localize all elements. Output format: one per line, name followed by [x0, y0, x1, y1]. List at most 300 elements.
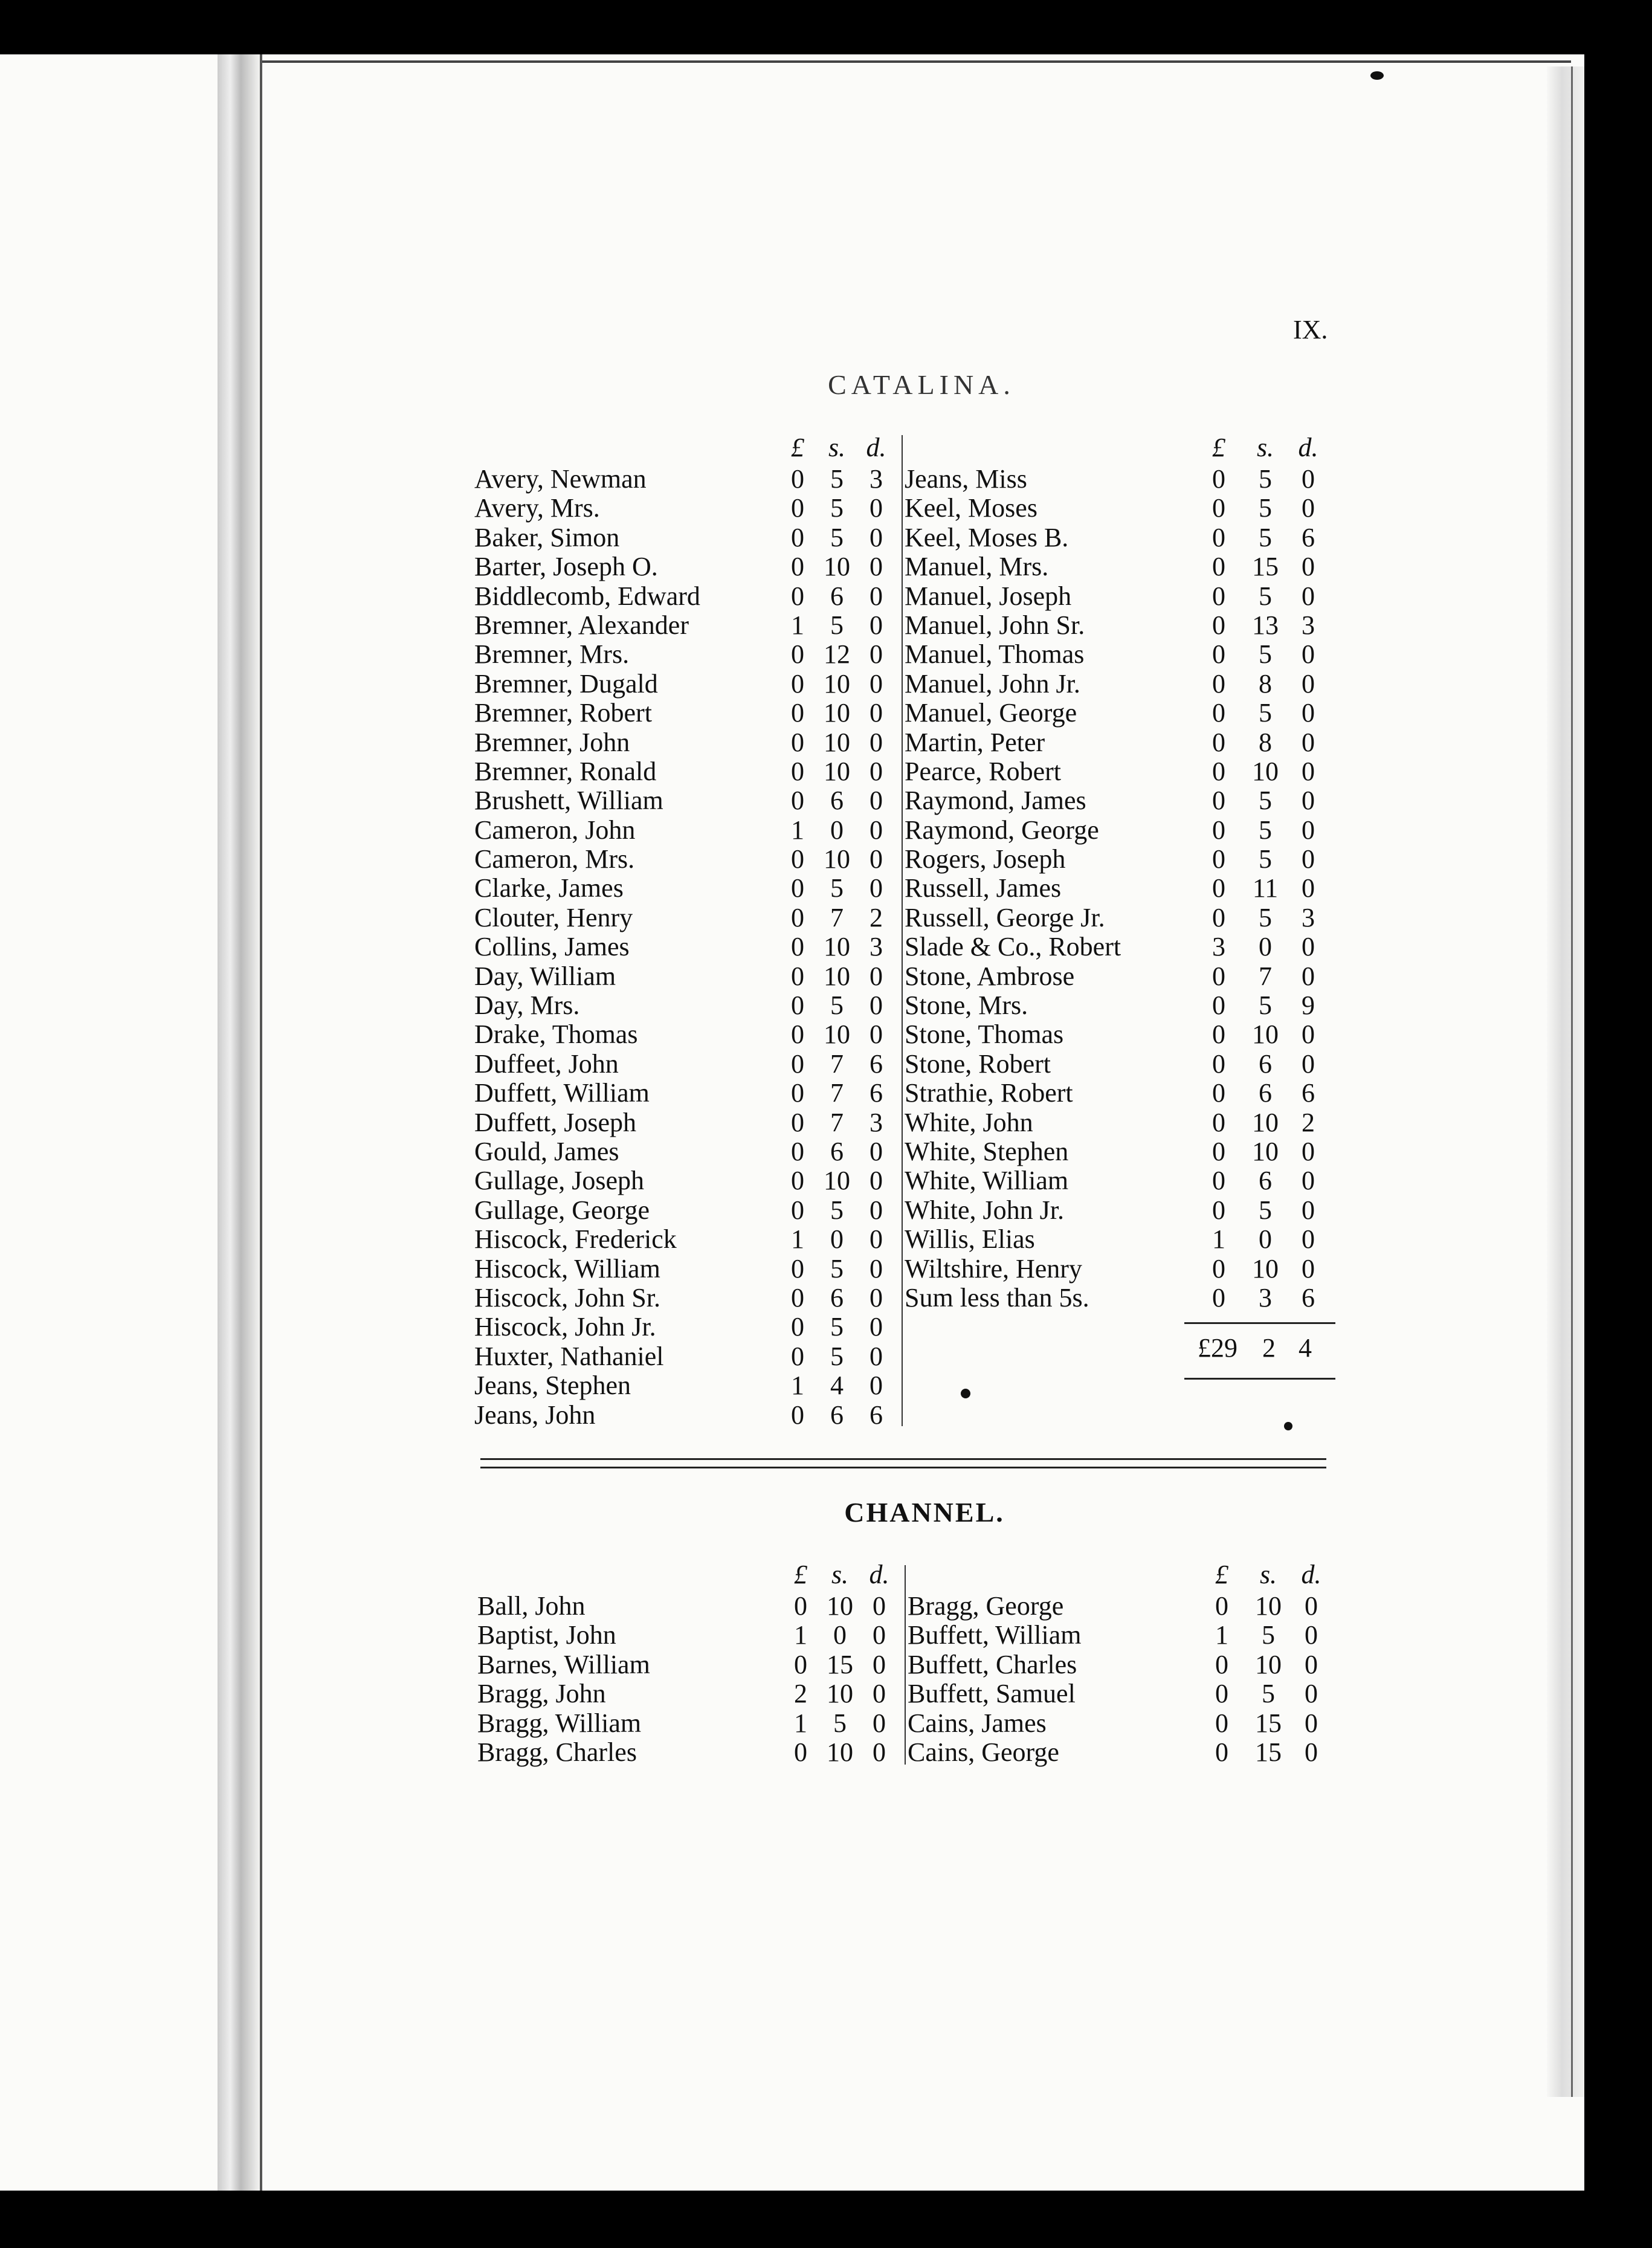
- subscriber-name: Baker, Simon: [474, 522, 620, 552]
- subscriber-name: Stone, Mrs.: [905, 990, 1028, 1021]
- table-row: [905, 581, 1340, 610]
- subscriber-name: Baptist, John: [477, 1620, 616, 1650]
- subscriber-name: White, Stephen: [905, 1136, 1069, 1166]
- amount-pounds: 0: [1212, 990, 1225, 1021]
- table-row: [905, 463, 1340, 493]
- amount-shillings: 10: [824, 844, 850, 874]
- amount-pence: 0: [870, 1224, 883, 1255]
- table-row: [474, 493, 903, 522]
- amount-pence: 0: [1302, 756, 1315, 786]
- table-row: [474, 1107, 903, 1136]
- amount-pounds: 0: [791, 1019, 804, 1050]
- amount-pence: 0: [1302, 1224, 1315, 1255]
- amount-pounds: 0: [791, 1166, 804, 1196]
- subscriber-name: Manuel, Thomas: [905, 639, 1085, 670]
- table-row: [474, 697, 903, 726]
- amount-shillings: 0: [830, 1224, 844, 1255]
- amount-pounds: 0: [791, 873, 804, 903]
- amount-pence: 0: [1302, 1136, 1315, 1166]
- amount-pounds: 0: [791, 522, 804, 552]
- subscriber-name: Collins, James: [474, 932, 630, 962]
- amount-pounds: 0: [791, 961, 804, 991]
- amount-shillings: 0: [1259, 1224, 1272, 1255]
- subscriber-name: Brushett, William: [474, 786, 663, 816]
- table-row: [474, 551, 903, 580]
- amount-pence: 6: [870, 1400, 883, 1430]
- amount-pounds: 0: [1212, 1107, 1225, 1137]
- subscriber-name: Bremner, John: [474, 727, 630, 757]
- catalina-left-column: [474, 432, 903, 1429]
- subscriber-name: Bragg, Charles: [477, 1737, 637, 1767]
- amount-pounds: 0: [791, 844, 804, 874]
- subscriber-name: Hiscock, William: [474, 1253, 660, 1284]
- amount-pounds: 0: [1212, 902, 1225, 932]
- subscriber-name: Manuel, George: [905, 698, 1077, 728]
- subscriber-name: Russell, James: [905, 873, 1062, 903]
- amount-pence: 0: [1302, 1048, 1315, 1079]
- amount-pence: 3: [870, 932, 883, 962]
- amount-shillings: 6: [830, 581, 844, 611]
- amount-pounds: 0: [791, 493, 804, 523]
- amount-shillings: 7: [1259, 961, 1272, 991]
- amount-pounds: 0: [1212, 873, 1225, 903]
- amount-pence: 0: [873, 1708, 886, 1738]
- subscriber-name: Bremner, Ronald: [474, 756, 657, 786]
- amount-pence: 0: [1305, 1591, 1318, 1621]
- amount-pounds: 0: [1212, 844, 1225, 874]
- amount-pounds: 0: [791, 756, 804, 786]
- table-row: [905, 522, 1340, 551]
- subscriber-name: Clarke, James: [474, 873, 624, 903]
- amount-shillings: 15: [827, 1649, 853, 1679]
- table-row: [474, 1341, 903, 1370]
- amount-pence: 0: [1302, 786, 1315, 816]
- table-row: [474, 610, 903, 639]
- table-row: [905, 902, 1340, 931]
- amount-pounds: 0: [791, 1078, 804, 1108]
- amount-shillings: 10: [827, 1679, 853, 1709]
- amount-pence: 3: [870, 464, 883, 494]
- amount-shillings: 10: [1252, 1019, 1279, 1050]
- table-row: [477, 1708, 906, 1737]
- table-row: [905, 1136, 1340, 1165]
- amount-pence: 0: [870, 756, 883, 786]
- table-row: [474, 727, 903, 756]
- subscriber-name: Duffeet, John: [474, 1048, 619, 1079]
- amount-pounds: 0: [1212, 464, 1225, 494]
- table-row: [474, 1370, 903, 1399]
- table-row: [905, 610, 1340, 639]
- table-row: [905, 493, 1340, 522]
- amount-shillings: 5: [1259, 815, 1272, 845]
- amount-shillings: 10: [824, 698, 850, 728]
- amount-pounds: 0: [791, 1253, 804, 1284]
- subscriber-name: Bremner, Mrs.: [474, 639, 630, 670]
- subscriber-name: Hiscock, Frederick: [474, 1224, 677, 1255]
- amount-shillings: 10: [824, 1166, 850, 1196]
- subscriber-name: Manuel, John Jr.: [905, 668, 1080, 699]
- table-row: [905, 844, 1340, 873]
- amount-shillings: 5: [830, 990, 844, 1021]
- amount-shillings: 5: [1262, 1679, 1275, 1709]
- channel-left-column: [477, 1559, 906, 1766]
- amount-pence: 0: [873, 1649, 886, 1679]
- amount-pounds: 1: [1215, 1620, 1228, 1650]
- table-row: [474, 1195, 903, 1224]
- section-title-catalina: CATALINA.: [828, 369, 1015, 400]
- amount-shillings: 5: [1259, 581, 1272, 611]
- table-row: [474, 522, 903, 551]
- subscriber-name: Gould, James: [474, 1136, 619, 1166]
- amount-shillings: 10: [1255, 1649, 1282, 1679]
- header-shillings: s.: [1259, 1560, 1277, 1589]
- table-row: [905, 785, 1340, 814]
- column-header: [474, 432, 903, 463]
- subscriber-name: Keel, Moses B.: [905, 522, 1069, 552]
- table-row: [905, 990, 1340, 1019]
- amount-pounds: 1: [791, 1224, 804, 1255]
- header-shillings: s.: [831, 1560, 849, 1589]
- subscriber-name: Hiscock, John Jr.: [474, 1312, 656, 1342]
- subscriber-name: Duffett, William: [474, 1078, 650, 1108]
- subscriber-name: Hiscock, John Sr.: [474, 1282, 660, 1313]
- amount-pounds: 0: [1212, 493, 1225, 523]
- subscriber-name: Avery, Newman: [474, 464, 647, 494]
- subscriber-name: Duffett, Joseph: [474, 1107, 637, 1137]
- amount-pence: 0: [870, 727, 883, 757]
- subscriber-name: Buffett, Samuel: [908, 1679, 1076, 1709]
- amount-pounds: 0: [791, 1048, 804, 1079]
- amount-shillings: 7: [830, 1107, 844, 1137]
- table-row: [905, 756, 1340, 785]
- amount-pence: 0: [1305, 1737, 1318, 1767]
- table-row: [905, 1224, 1340, 1253]
- amount-shillings: 5: [1259, 639, 1272, 670]
- table-row: [905, 1077, 1340, 1106]
- amount-shillings: 5: [1259, 902, 1272, 932]
- subscriber-name: Gullage, George: [474, 1195, 650, 1225]
- amount-shillings: 6: [830, 786, 844, 816]
- channel-right-column: [908, 1559, 1343, 1766]
- amount-pence: 0: [1302, 844, 1315, 874]
- subscriber-name: Biddlecomb, Edward: [474, 581, 700, 611]
- amount-pence: 0: [1302, 668, 1315, 699]
- amount-shillings: 6: [830, 1400, 844, 1430]
- amount-pence: 6: [870, 1048, 883, 1079]
- amount-shillings: 11: [1252, 873, 1279, 903]
- amount-shillings: 5: [830, 610, 844, 640]
- amount-shillings: 10: [824, 552, 850, 582]
- amount-pounds: 0: [791, 639, 804, 670]
- amount-shillings: 10: [1252, 1136, 1279, 1166]
- amount-shillings: 5: [1259, 786, 1272, 816]
- amount-shillings: 5: [1259, 522, 1272, 552]
- subscriber-name: Barter, Joseph O.: [474, 552, 658, 582]
- subscriber-name: White, John: [905, 1107, 1033, 1137]
- subscriber-name: Bragg, William: [477, 1708, 642, 1738]
- ink-spot: [961, 1389, 970, 1398]
- amount-pence: 0: [873, 1679, 886, 1709]
- table-row: [908, 1620, 1343, 1649]
- table-row: [908, 1737, 1343, 1766]
- amount-pounds: 0: [1212, 1253, 1225, 1284]
- subscriber-name: Manuel, Mrs.: [905, 552, 1049, 582]
- amount-pence: 0: [870, 1136, 883, 1166]
- amount-pounds: 0: [791, 990, 804, 1021]
- subscriber-name: Russell, George Jr.: [905, 902, 1105, 932]
- table-row: [474, 1048, 903, 1077]
- amount-pence: 0: [1302, 727, 1315, 757]
- amount-shillings: 7: [830, 1048, 844, 1079]
- amount-pounds: 0: [1212, 698, 1225, 728]
- amount-pounds: 0: [1212, 961, 1225, 991]
- amount-pounds: 0: [1212, 668, 1225, 699]
- amount-shillings: 5: [1259, 844, 1272, 874]
- table-row: [905, 873, 1340, 902]
- header-pence: d.: [869, 1560, 889, 1589]
- amount-shillings: 10: [1252, 1107, 1279, 1137]
- amount-pence: 0: [1302, 1195, 1315, 1225]
- amount-shillings: 0: [833, 1620, 847, 1650]
- subscriber-name: White, John Jr.: [905, 1195, 1064, 1225]
- amount-pence: 0: [870, 639, 883, 670]
- table-row: [474, 815, 903, 844]
- table-row: [474, 990, 903, 1019]
- amount-shillings: 10: [824, 756, 850, 786]
- subscriber-name: Drake, Thomas: [474, 1019, 638, 1050]
- subscriber-name: Cains, George: [908, 1737, 1059, 1767]
- page-top-edge: [260, 60, 1571, 63]
- subscriber-name: Willis, Elias: [905, 1224, 1035, 1255]
- subscriber-name: Rogers, Joseph: [905, 844, 1066, 874]
- amount-pence: 0: [870, 581, 883, 611]
- subscriber-name: Stone, Ambrose: [905, 961, 1075, 991]
- amount-pounds: 0: [794, 1591, 807, 1621]
- amount-pence: 0: [870, 1312, 883, 1342]
- ink-spot: [1370, 71, 1384, 80]
- amount-pence: 3: [870, 1107, 883, 1137]
- amount-pounds: 0: [1212, 522, 1225, 552]
- table-row: [474, 1224, 903, 1253]
- table-row: [474, 581, 903, 610]
- table-row: [905, 1019, 1340, 1048]
- amount-shillings: 10: [1252, 1253, 1279, 1284]
- amount-shillings: 5: [830, 522, 844, 552]
- page-right-edge: [1547, 66, 1584, 2097]
- amount-pounds: 0: [791, 464, 804, 494]
- column-header: [908, 1559, 1343, 1591]
- amount-pence: 0: [1302, 493, 1315, 523]
- amount-pence: 0: [870, 1195, 883, 1225]
- amount-pounds: 0: [1212, 1166, 1225, 1196]
- amount-pounds: 0: [791, 581, 804, 611]
- table-row: [477, 1649, 906, 1678]
- amount-pence: 0: [870, 1282, 883, 1313]
- amount-pence: 0: [870, 873, 883, 903]
- amount-shillings: 0: [830, 815, 844, 845]
- amount-shillings: 5: [1259, 464, 1272, 494]
- amount-shillings: 6: [1259, 1078, 1272, 1108]
- amount-shillings: 0: [1259, 932, 1272, 962]
- section-separator-top: [480, 1458, 1326, 1460]
- amount-pence: 0: [870, 522, 883, 552]
- amount-shillings: 5: [1259, 493, 1272, 523]
- catalina-right-column: [905, 432, 1340, 1311]
- table-row: [905, 668, 1340, 697]
- table-row: [905, 1253, 1340, 1282]
- table-row: [905, 931, 1340, 960]
- amount-pence: 2: [870, 902, 883, 932]
- table-row: [905, 1165, 1340, 1194]
- amount-pence: 0: [1302, 961, 1315, 991]
- table-row: [477, 1620, 906, 1649]
- amount-shillings: 13: [1252, 610, 1279, 640]
- amount-pence: 0: [870, 815, 883, 845]
- amount-pounds: 0: [791, 668, 804, 699]
- amount-pence: 0: [873, 1737, 886, 1767]
- ink-spot: [1284, 1422, 1292, 1430]
- table-row: [474, 785, 903, 814]
- amount-pounds: 0: [1212, 1019, 1225, 1050]
- table-row: [474, 1019, 903, 1048]
- amount-pounds: 0: [794, 1649, 807, 1679]
- catalina-column-divider: [902, 435, 903, 1426]
- amount-shillings: 6: [1259, 1048, 1272, 1079]
- table-row: [474, 1136, 903, 1165]
- amount-shillings: 6: [830, 1136, 844, 1166]
- amount-pence: 0: [1302, 873, 1315, 903]
- amount-pounds: 1: [1212, 1224, 1225, 1255]
- amount-pounds: 0: [791, 698, 804, 728]
- header-shillings: s.: [828, 433, 846, 462]
- page-number: IX.: [1293, 315, 1328, 344]
- amount-shillings: 7: [830, 902, 844, 932]
- header-pence: d.: [866, 433, 886, 462]
- table-row: [477, 1737, 906, 1766]
- amount-pence: 0: [1302, 815, 1315, 845]
- table-row: [905, 1282, 1340, 1311]
- subscriber-name: Cameron, Mrs.: [474, 844, 635, 874]
- amount-shillings: 5: [830, 1341, 844, 1371]
- amount-pounds: 0: [1215, 1591, 1228, 1621]
- amount-pounds: 0: [791, 1195, 804, 1225]
- amount-pence: 6: [1302, 1078, 1315, 1108]
- amount-pounds: 1: [791, 815, 804, 845]
- amount-pounds: 0: [791, 1400, 804, 1430]
- gutter-line: [260, 54, 262, 2191]
- table-row: [908, 1591, 1343, 1620]
- section-title-channel: CHANNEL.: [844, 1497, 1005, 1528]
- header-pence: d.: [1298, 433, 1318, 462]
- table-row: [905, 727, 1340, 756]
- amount-pounds: 0: [1212, 786, 1225, 816]
- amount-shillings: 5: [830, 1312, 844, 1342]
- subscriber-name: Buffett, William: [908, 1620, 1082, 1650]
- table-row: [905, 815, 1340, 844]
- amount-pence: 0: [870, 668, 883, 699]
- amount-pounds: 0: [791, 932, 804, 962]
- subscriber-name: Bremner, Robert: [474, 698, 652, 728]
- amount-pence: 0: [870, 961, 883, 991]
- amount-pence: 0: [1302, 932, 1315, 962]
- amount-pence: 3: [1302, 902, 1315, 932]
- amount-pounds: 2: [794, 1679, 807, 1709]
- subscriber-name: Day, William: [474, 961, 616, 991]
- amount-pounds: 0: [791, 552, 804, 582]
- amount-pence: 2: [1302, 1107, 1315, 1137]
- subscriber-name: Manuel, John Sr.: [905, 610, 1085, 640]
- amount-pounds: 0: [1212, 1195, 1225, 1225]
- amount-shillings: 5: [833, 1708, 847, 1738]
- amount-shillings: 10: [1252, 756, 1279, 786]
- header-pounds: £: [794, 1560, 807, 1589]
- amount-pence: 0: [870, 1371, 883, 1401]
- amount-pounds: 0: [791, 786, 804, 816]
- table-row: [474, 756, 903, 785]
- amount-pence: 3: [1302, 610, 1315, 640]
- amount-pounds: 0: [1212, 581, 1225, 611]
- table-row: [474, 1282, 903, 1311]
- amount-shillings: 5: [1259, 990, 1272, 1021]
- total-shillings: 2: [1262, 1333, 1276, 1363]
- subscriber-name: Buffett, Charles: [908, 1649, 1077, 1679]
- amount-pence: 0: [870, 1341, 883, 1371]
- amount-shillings: 10: [824, 668, 850, 699]
- amount-pence: 0: [1305, 1649, 1318, 1679]
- amount-pence: 6: [1302, 522, 1315, 552]
- amount-pounds: 0: [794, 1737, 807, 1767]
- amount-pounds: 0: [791, 1312, 804, 1342]
- subscriber-name: Clouter, Henry: [474, 902, 633, 932]
- subscriber-name: Avery, Mrs.: [474, 493, 600, 523]
- table-row: [905, 639, 1340, 668]
- subscriber-name: Bremner, Dugald: [474, 668, 658, 699]
- amount-shillings: 5: [1259, 1195, 1272, 1225]
- total-rule-top: [1184, 1322, 1335, 1324]
- subscriber-name: Sum less than 5s.: [905, 1282, 1089, 1313]
- table-row: [477, 1678, 906, 1707]
- subscriber-name: Martin, Peter: [905, 727, 1045, 757]
- amount-pounds: 0: [791, 727, 804, 757]
- amount-pounds: 1: [794, 1708, 807, 1738]
- amount-pounds: 1: [791, 610, 804, 640]
- table-row: [905, 551, 1340, 580]
- table-row: [905, 1048, 1340, 1077]
- amount-shillings: 5: [1259, 698, 1272, 728]
- subscriber-name: Cameron, John: [474, 815, 636, 845]
- column-header: [477, 1559, 906, 1591]
- amount-pence: 0: [870, 552, 883, 582]
- total-pence: 4: [1299, 1333, 1312, 1363]
- amount-shillings: 12: [824, 639, 850, 670]
- subscriber-name: Gullage, Joseph: [474, 1166, 645, 1196]
- amount-pounds: 0: [1212, 815, 1225, 845]
- table-row: [474, 668, 903, 697]
- amount-shillings: 7: [830, 1078, 844, 1108]
- table-row: [474, 961, 903, 990]
- amount-pounds: 0: [1212, 1282, 1225, 1313]
- table-row: [474, 1400, 903, 1429]
- table-row: [908, 1678, 1343, 1707]
- amount-shillings: 8: [1259, 727, 1272, 757]
- subscriber-name: Raymond, James: [905, 786, 1086, 816]
- subscriber-name: Bragg, George: [908, 1591, 1064, 1621]
- header-shillings: s.: [1256, 433, 1274, 462]
- amount-pounds: 0: [1212, 727, 1225, 757]
- amount-pounds: 0: [1212, 610, 1225, 640]
- subscriber-name: Jeans, John: [474, 1400, 596, 1430]
- header-pounds: £: [1212, 433, 1225, 462]
